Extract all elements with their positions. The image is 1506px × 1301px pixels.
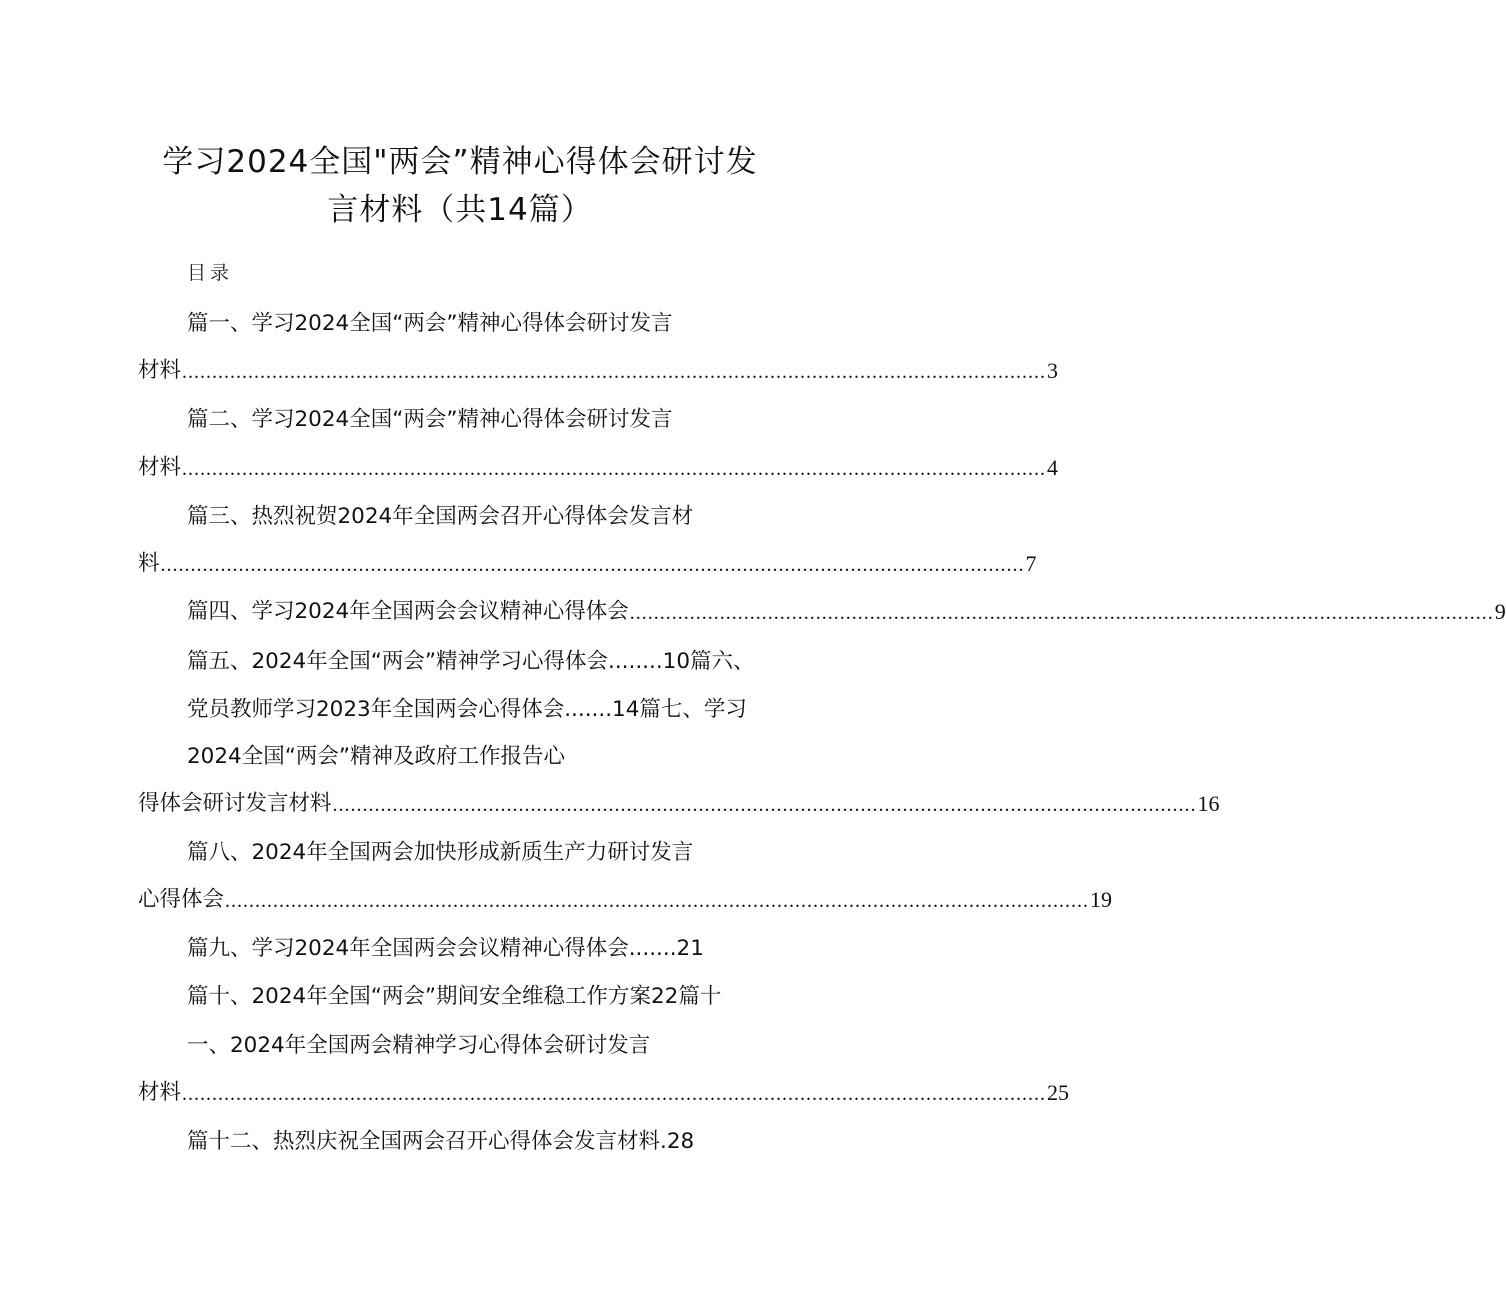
dot-leader: ................................................................................................................................................	[225, 890, 1090, 912]
dot-leader: ................................................................................................................................................	[160, 554, 1025, 576]
toc-entry-label: 得体会研讨发言材料	[138, 791, 332, 816]
document-title-line-1: 学习2024全国"两会”精神心得体会研讨发	[162, 144, 758, 180]
toc-entry-14-leader-row[interactable]	[138, 1074, 1070, 1106]
toc-entry-label: 心得体会	[138, 887, 225, 912]
toc-page-number: 7	[1025, 551, 1037, 576]
toc-page-number: 19	[1090, 887, 1113, 912]
toc-entry-3-line[interactable]: 篇三、热烈祝贺2024年全国两会召开心得体会发言材	[187, 504, 694, 529]
toc-entry-label: 材料	[138, 358, 182, 383]
toc-heading: 目录	[187, 262, 234, 284]
dot-leader: ................................................................................................................................................	[182, 1083, 1047, 1105]
toc-entry-11-line[interactable]: 篇九、学习2024年全国两会会议精神心得体会.......21	[187, 936, 704, 961]
dot-leader: ................................................................................................................................................	[332, 794, 1197, 816]
toc-entry-10-leader-row[interactable]	[138, 881, 1113, 913]
toc-entry-label: 料	[138, 551, 160, 576]
toc-entry-4-leader-row[interactable]	[187, 593, 1506, 625]
toc-page-number: 3	[1047, 358, 1059, 383]
toc-entry-7-line[interactable]: 2024全国“两会”精神及政府工作报告心	[187, 744, 565, 769]
toc-entry-label: 材料	[138, 455, 182, 480]
dot-leader: ................................................................................................................................................	[182, 361, 1047, 383]
toc-entry-13-line[interactable]: 一、2024年全国两会精神学习心得体会研讨发言	[187, 1033, 651, 1058]
toc-page-number: 16	[1197, 791, 1220, 816]
dot-leader: ................................................................................................................................................	[629, 602, 1494, 624]
toc-entry-3-leader-row[interactable]	[138, 545, 1037, 577]
toc-entry-15-line[interactable]: 篇十二、热烈庆祝全国两会召开心得体会发言材料.28	[187, 1129, 695, 1154]
toc-page-number: 9	[1494, 599, 1506, 624]
document-title-line-2: 言材料（共14篇）	[327, 192, 593, 228]
dot-leader: ................................................................................................................................................	[182, 458, 1047, 480]
toc-entry-8-leader-row[interactable]	[138, 785, 1220, 817]
toc-entry-2-leader-row[interactable]	[138, 449, 1059, 481]
toc-page-number: 25	[1047, 1080, 1070, 1105]
toc-entry-12-line[interactable]: 篇十、2024年全国“两会”期间安全维稳工作方案22篇十	[187, 984, 722, 1009]
toc-entry-label: 材料	[138, 1080, 182, 1105]
toc-entry-1-line[interactable]: 篇一、学习2024全国“两会”精神心得体会研讨发言	[187, 311, 673, 336]
toc-entry-5-line[interactable]: 篇五、2024年全国“两会”精神学习心得体会........10篇六、	[187, 649, 755, 674]
toc-page-number: 4	[1047, 455, 1059, 480]
toc-entry-2-line[interactable]: 篇二、学习2024全国“两会”精神心得体会研讨发言	[187, 407, 673, 432]
toc-entry-1-leader-row[interactable]	[138, 352, 1059, 384]
toc-entry-9-line[interactable]: 篇八、2024年全国两会加快形成新质生产力研讨发言	[187, 840, 694, 865]
toc-entry-label: 篇四、学习2024年全国两会会议精神心得体会	[187, 599, 629, 624]
toc-entry-6-line[interactable]: 党员教师学习2023年全国两会心得体会.......14篇七、学习	[187, 697, 747, 722]
